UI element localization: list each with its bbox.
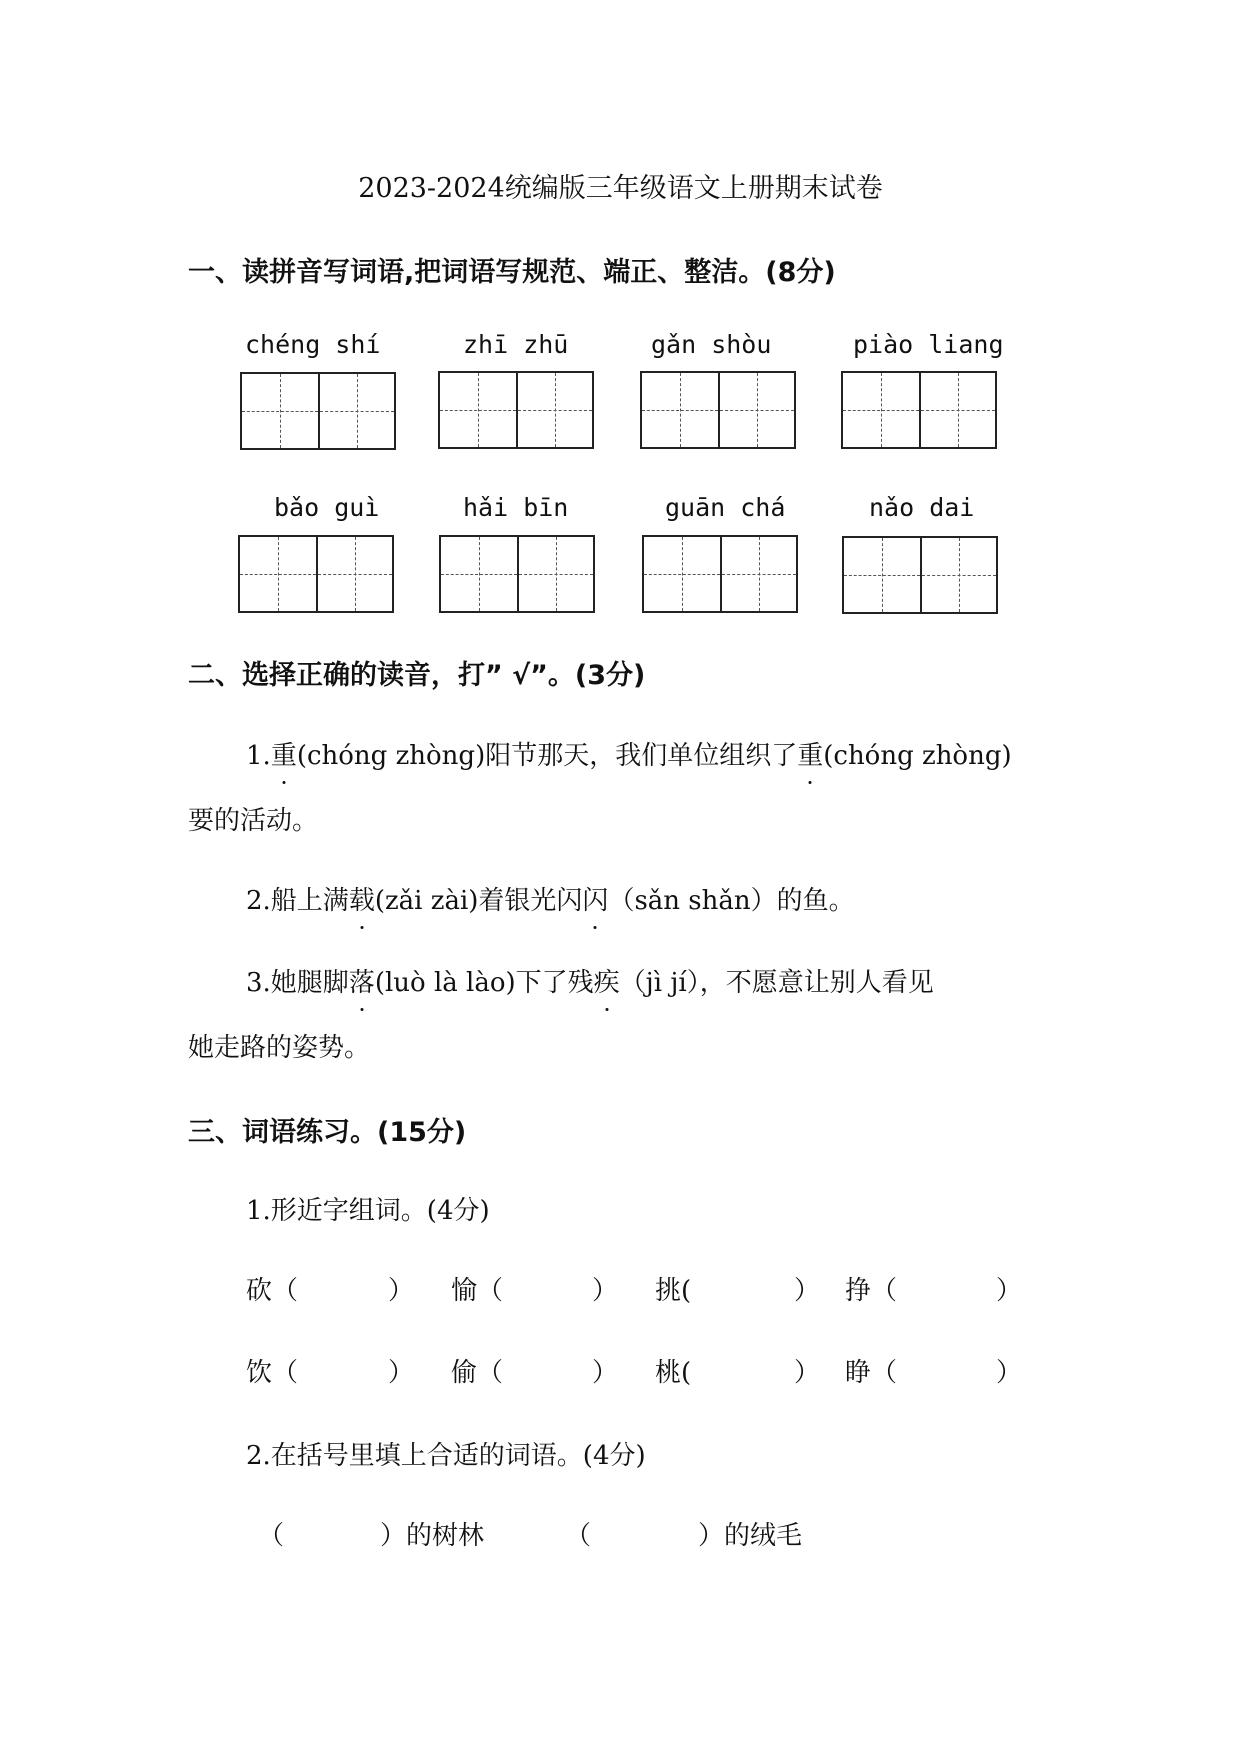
pinyin-label: piào liang (853, 330, 1004, 359)
grid-cell[interactable] (517, 537, 593, 611)
marked-character: 落 (349, 962, 375, 999)
question-text: （sǎn shǎn）的鱼。 (608, 886, 855, 916)
question-text: (chóng zhòng)阳节那天，我们单位组织了 (296, 741, 798, 771)
marked-character: 疾 (594, 962, 620, 999)
word-item-close: ） (996, 1358, 1023, 1388)
writing-grid[interactable] (841, 371, 997, 449)
word-item-open: 饮（ (246, 1358, 299, 1388)
pinyin-label: gǎn shòu (651, 330, 772, 359)
writing-grid[interactable] (240, 372, 396, 450)
grid-cell[interactable] (718, 373, 794, 447)
question-text: (luò là lào)下了残 (374, 968, 594, 998)
word-item-close: ） (794, 1276, 821, 1306)
sub-question-1: 1.形近字组词。(4分) (246, 1196, 490, 1226)
word-item-close: ） (388, 1276, 415, 1306)
marked-character: 重 (271, 735, 297, 772)
grid-cell[interactable] (844, 538, 920, 612)
grid-cell[interactable] (240, 537, 316, 611)
writing-grid[interactable] (842, 536, 998, 614)
question-text: (chóng zhòng) (823, 741, 1012, 771)
word-item-close: ） (592, 1358, 619, 1388)
word-item-close: ） (794, 1358, 821, 1388)
question-text: 2.船上满 (246, 886, 349, 916)
grid-cell[interactable] (843, 373, 919, 447)
word-item-close: ） (996, 1276, 1023, 1306)
fill-open-paren: （ (258, 1521, 285, 1551)
pinyin-label: nǎo dai (869, 493, 975, 522)
grid-cell[interactable] (441, 537, 517, 611)
word-item-open: 愉（ (451, 1276, 504, 1306)
writing-grid[interactable] (438, 371, 594, 449)
writing-grid[interactable] (642, 535, 798, 613)
word-item-open: 挣（ (845, 1276, 898, 1306)
grid-cell[interactable] (920, 538, 996, 612)
question-number: 1. (246, 741, 271, 771)
question-text: 3.她腿脚 (246, 968, 349, 998)
grid-cell[interactable] (919, 373, 995, 447)
grid-cell[interactable] (316, 537, 392, 611)
fill-phrase: ）的树林 (380, 1521, 485, 1551)
grid-cell[interactable] (440, 373, 516, 447)
grid-cell[interactable] (318, 374, 394, 448)
marked-character: 闪 (582, 880, 608, 917)
word-item-close: ） (388, 1358, 415, 1388)
grid-cell[interactable] (242, 374, 318, 448)
question-3-line2: 她走路的姿势。 (188, 1033, 371, 1063)
writing-grid[interactable] (439, 535, 595, 613)
marked-character: 载 (349, 880, 375, 917)
question-3-line1 (246, 962, 934, 999)
word-item-open: 砍（ (246, 1276, 299, 1306)
grid-cell[interactable] (644, 537, 720, 611)
pinyin-label: zhī zhū (463, 330, 569, 359)
writing-grid[interactable] (238, 535, 394, 613)
word-item-open: 偷（ (451, 1358, 504, 1388)
grid-cell[interactable] (642, 373, 718, 447)
page-title: 2023-2024统编版三年级语文上册期末试卷 (358, 173, 883, 204)
pinyin-label: bǎo guì (274, 493, 380, 522)
marked-character: 重 (797, 735, 823, 772)
section3-heading: 三、词语练习。(15分) (188, 1117, 467, 1148)
pinyin-label: chéng shí (245, 330, 381, 359)
section2-heading: 二、选择正确的读音，打” √”。(3分) (188, 660, 646, 691)
pinyin-label: hǎi bīn (463, 493, 569, 522)
grid-cell[interactable] (720, 537, 796, 611)
word-item-open: 挑( (655, 1276, 692, 1306)
question-text: （jì jí），不愿意让别人看见 (619, 968, 934, 998)
word-item-close: ） (592, 1276, 619, 1306)
sub-question-2: 2.在括号里填上合适的词语。(4分) (246, 1441, 646, 1471)
grid-cell[interactable] (516, 373, 592, 447)
writing-grid[interactable] (640, 371, 796, 449)
pinyin-label: guān chá (665, 493, 786, 522)
question-1-line2: 要的活动。 (188, 806, 319, 836)
word-item-open: 桃( (655, 1358, 692, 1388)
question-text: (zǎi zài)着银光闪 (374, 886, 583, 916)
word-item-open: 睁（ (845, 1358, 898, 1388)
fill-open-paren: （ (565, 1521, 592, 1551)
question-2 (246, 880, 855, 917)
fill-phrase: ）的绒毛 (698, 1521, 803, 1551)
section1-heading: 一、读拼音写词语,把词语写规范、端正、整洁。(8分) (188, 257, 836, 288)
question-1-line1 (246, 735, 1012, 772)
